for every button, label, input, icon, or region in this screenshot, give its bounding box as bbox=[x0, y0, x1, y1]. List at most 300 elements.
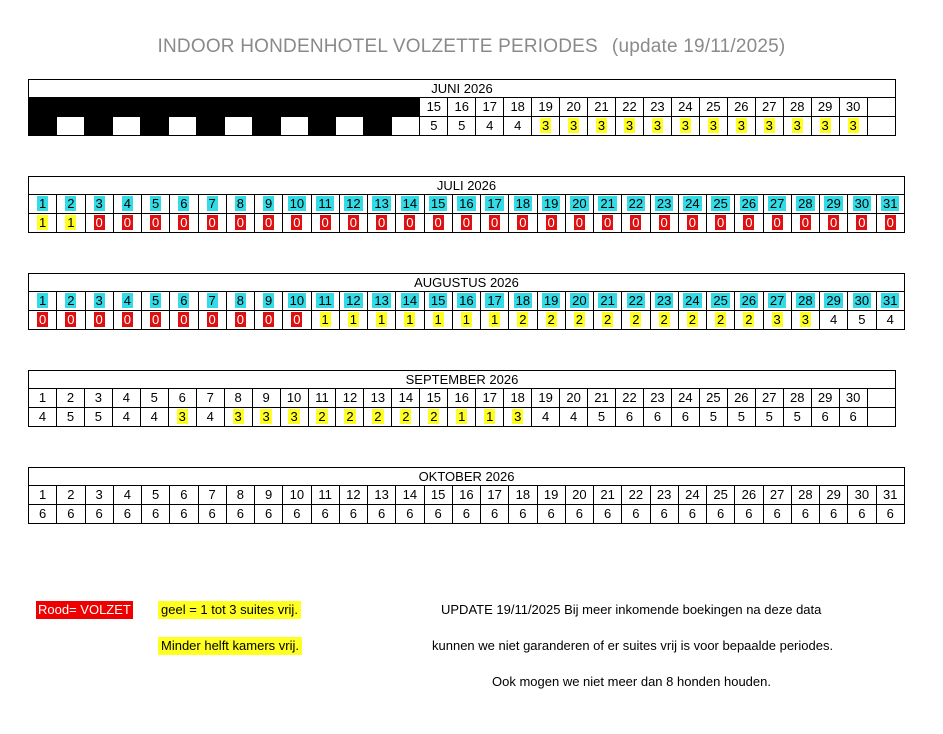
day-cell bbox=[763, 292, 791, 311]
day-cell bbox=[560, 98, 588, 117]
day-number: 29 bbox=[826, 293, 841, 308]
suites-free-value: 6 bbox=[653, 409, 662, 424]
day-number: 3 bbox=[94, 390, 102, 405]
day-cell bbox=[448, 389, 476, 408]
availability-cell bbox=[671, 117, 699, 136]
month-table bbox=[28, 79, 896, 136]
day-number: 24 bbox=[678, 390, 693, 405]
day-cell bbox=[57, 486, 85, 505]
suites-free-value: 1 bbox=[486, 409, 494, 424]
day-number: 20 bbox=[566, 390, 581, 405]
suites-free-value: 2 bbox=[547, 312, 555, 327]
suites-free-value: 3 bbox=[849, 118, 857, 133]
availability-cell bbox=[29, 505, 57, 524]
day-number: 28 bbox=[798, 293, 813, 308]
day-cell bbox=[594, 486, 622, 505]
availability-cell bbox=[876, 505, 905, 524]
availability-cell bbox=[283, 505, 311, 524]
suites-free-value: 6 bbox=[632, 506, 640, 521]
availability-cell bbox=[198, 214, 226, 233]
availability-cell bbox=[678, 505, 706, 524]
day-number: 31 bbox=[883, 293, 898, 308]
past-day-cell bbox=[336, 117, 364, 136]
availability-cell bbox=[476, 117, 504, 136]
availability-cell bbox=[85, 311, 113, 330]
day-cell bbox=[699, 389, 727, 408]
past-day-cell bbox=[168, 117, 196, 136]
suites-free-value: 6 bbox=[849, 409, 857, 424]
availability-cell bbox=[311, 505, 339, 524]
day-number: 15 bbox=[430, 487, 446, 502]
past-day-cell bbox=[224, 98, 252, 117]
suites-free-value: 0 bbox=[830, 215, 838, 230]
day-number: 20 bbox=[572, 487, 587, 502]
day-cell bbox=[368, 292, 396, 311]
day-number: 4 bbox=[123, 293, 131, 308]
suites-free-value: 0 bbox=[123, 312, 131, 327]
day-cell bbox=[565, 195, 593, 214]
suites-free-value: 5 bbox=[458, 118, 466, 133]
past-day-cell bbox=[29, 117, 57, 136]
suites-free-value: 0 bbox=[349, 215, 357, 230]
availability-cell bbox=[643, 117, 671, 136]
month-name: SEPTEMBER 2026 bbox=[405, 372, 519, 387]
availability-cell bbox=[650, 505, 678, 524]
day-number: 7 bbox=[208, 487, 216, 502]
availability-cell bbox=[504, 408, 532, 427]
suites-free-value: 5 bbox=[737, 409, 745, 424]
suites-free-value: 6 bbox=[349, 506, 357, 521]
day-cell bbox=[707, 486, 735, 505]
suites-free-value: 6 bbox=[625, 409, 634, 424]
suites-free-value: 0 bbox=[321, 215, 329, 230]
availability-cell bbox=[848, 214, 876, 233]
availability-cell bbox=[650, 214, 678, 233]
suites-free-value: 2 bbox=[346, 409, 354, 424]
day-number: 14 bbox=[398, 390, 414, 405]
suites-free-value: 3 bbox=[821, 118, 829, 133]
suites-free-value: 2 bbox=[688, 312, 696, 327]
day-number: 21 bbox=[594, 99, 609, 114]
day-cell bbox=[509, 292, 537, 311]
availability-cell bbox=[537, 311, 565, 330]
availability-cell bbox=[368, 311, 396, 330]
day-number: 20 bbox=[566, 99, 581, 114]
day-cell bbox=[142, 292, 170, 311]
day-number: 16 bbox=[454, 390, 469, 405]
availability-cell bbox=[57, 214, 85, 233]
month-table bbox=[28, 370, 896, 427]
day-number: 27 bbox=[762, 99, 777, 114]
availability-cell bbox=[226, 214, 254, 233]
suites-free-value: 6 bbox=[293, 506, 301, 521]
day-cell bbox=[783, 98, 811, 117]
suites-free-value: 6 bbox=[208, 506, 216, 521]
day-cell bbox=[565, 486, 593, 505]
availability-cell bbox=[424, 311, 452, 330]
month-name: OKTOBER 2026 bbox=[418, 469, 515, 484]
availability-cell bbox=[142, 214, 170, 233]
suites-free-value: 0 bbox=[801, 215, 809, 230]
suites-free-value: 1 bbox=[349, 312, 357, 327]
day-cell bbox=[84, 389, 112, 408]
suites-free-value: 4 bbox=[542, 409, 550, 424]
suites-free-value: 0 bbox=[462, 215, 470, 230]
day-number: 1 bbox=[38, 390, 47, 405]
day-number: 16 bbox=[459, 487, 474, 502]
availability-cell bbox=[224, 408, 252, 427]
day-cell bbox=[671, 389, 699, 408]
availability-cell bbox=[481, 311, 509, 330]
availability-cell bbox=[57, 505, 85, 524]
suites-free-value: 1 bbox=[491, 312, 499, 327]
day-number: 6 bbox=[178, 390, 186, 405]
day-number: 7 bbox=[208, 293, 216, 308]
availability-cell bbox=[565, 505, 593, 524]
day-cell bbox=[339, 292, 367, 311]
availability-cell bbox=[113, 505, 141, 524]
day-number: 24 bbox=[678, 99, 693, 114]
day-cell bbox=[57, 292, 85, 311]
suites-free-value: 1 bbox=[406, 312, 414, 327]
availability-cell bbox=[791, 311, 819, 330]
day-cell bbox=[29, 389, 57, 408]
availability-cell bbox=[29, 214, 57, 233]
day-number: 28 bbox=[798, 196, 813, 211]
suites-free-value: 6 bbox=[491, 506, 499, 521]
suites-free-value: 0 bbox=[208, 312, 216, 327]
availability-cell bbox=[448, 408, 476, 427]
suites-free-value: 3 bbox=[709, 118, 717, 133]
suites-free-value: 3 bbox=[681, 118, 690, 133]
suites-free-value: 0 bbox=[265, 312, 273, 327]
past-day-cell bbox=[336, 98, 364, 117]
suites-free-value: 0 bbox=[660, 215, 668, 230]
availability-cell bbox=[56, 408, 84, 427]
availability-cell bbox=[476, 408, 504, 427]
day-cell bbox=[616, 389, 644, 408]
month-name: JULI 2026 bbox=[436, 178, 497, 193]
day-number: 3 bbox=[95, 293, 103, 308]
day-number: 12 bbox=[346, 487, 361, 502]
availability-cell bbox=[707, 311, 735, 330]
day-cell bbox=[755, 98, 783, 117]
day-cell bbox=[622, 195, 650, 214]
day-cell bbox=[820, 292, 848, 311]
day-number: 16 bbox=[459, 196, 474, 211]
day-number: 11 bbox=[318, 196, 332, 211]
month-header bbox=[29, 274, 905, 292]
availability-cell bbox=[396, 214, 424, 233]
day-number: 3 bbox=[95, 196, 103, 211]
day-cell bbox=[481, 195, 509, 214]
day-cell bbox=[727, 389, 755, 408]
day-number: 22 bbox=[622, 99, 637, 114]
past-day-cell bbox=[112, 98, 140, 117]
day-cell bbox=[311, 292, 339, 311]
availability-cell bbox=[339, 311, 367, 330]
suites-free-value: 2 bbox=[519, 312, 527, 327]
day-cell bbox=[509, 195, 537, 214]
day-cell bbox=[283, 292, 311, 311]
availability-cell bbox=[85, 214, 113, 233]
day-number: 20 bbox=[572, 293, 587, 308]
day-number: 11 bbox=[315, 390, 329, 405]
day-cell bbox=[308, 389, 336, 408]
suites-free-value: 0 bbox=[265, 215, 273, 230]
day-cell bbox=[678, 195, 706, 214]
day-number: 15 bbox=[426, 99, 442, 114]
availability-cell bbox=[339, 214, 367, 233]
day-cell bbox=[699, 98, 727, 117]
availability-cell bbox=[170, 505, 198, 524]
availability-cell bbox=[420, 117, 448, 136]
suites-free-value: 4 bbox=[206, 409, 214, 424]
availability-cell bbox=[29, 311, 57, 330]
availability-cell bbox=[735, 214, 763, 233]
month-header bbox=[29, 80, 896, 98]
suites-free-value: 3 bbox=[801, 312, 809, 327]
day-cell bbox=[791, 195, 819, 214]
availability-cell bbox=[113, 311, 141, 330]
availability-cell bbox=[29, 408, 57, 427]
suites-free-value: 4 bbox=[514, 118, 522, 133]
day-cell bbox=[588, 389, 616, 408]
past-day-cell bbox=[364, 117, 392, 136]
note-line-1: UPDATE 19/11/2025 Bij meer inkomende boekingen na deze data bbox=[441, 602, 822, 617]
suites-free-value: 0 bbox=[688, 215, 696, 230]
day-number: 26 bbox=[741, 487, 757, 502]
availability-cell bbox=[283, 214, 311, 233]
day-number: 5 bbox=[152, 487, 160, 502]
suites-free-value: 6 bbox=[801, 506, 809, 521]
suites-free-value: 1 bbox=[39, 215, 47, 230]
availability-cell bbox=[142, 311, 170, 330]
day-number: 8 bbox=[236, 487, 244, 502]
day-number: 2 bbox=[66, 390, 75, 405]
availability-cell bbox=[509, 505, 537, 524]
availability-cell bbox=[565, 214, 593, 233]
suites-free-value: 0 bbox=[208, 215, 216, 230]
day-cell bbox=[113, 486, 141, 505]
day-cell bbox=[560, 389, 588, 408]
day-cell bbox=[198, 195, 226, 214]
day-number: 14 bbox=[402, 196, 418, 211]
day-number: 23 bbox=[656, 196, 672, 211]
suites-free-value: 0 bbox=[434, 215, 442, 230]
day-number: 16 bbox=[454, 99, 469, 114]
day-cell bbox=[29, 292, 57, 311]
suites-free-value: 5 bbox=[709, 409, 717, 424]
suites-free-value: 6 bbox=[547, 506, 555, 521]
day-number: 3 bbox=[95, 487, 103, 502]
day-cell bbox=[481, 292, 509, 311]
day-cell bbox=[481, 486, 509, 505]
day-cell bbox=[876, 292, 905, 311]
day-number: 24 bbox=[685, 487, 700, 502]
day-number: 22 bbox=[628, 196, 644, 211]
day-cell bbox=[820, 486, 848, 505]
suites-free-value: 6 bbox=[67, 506, 75, 521]
suites-free-value: 3 bbox=[765, 118, 773, 133]
suites-free-value: 6 bbox=[123, 506, 131, 521]
availability-cell bbox=[616, 117, 644, 136]
past-day-cell bbox=[196, 98, 224, 117]
day-number: 25 bbox=[713, 196, 728, 211]
day-number: 7 bbox=[206, 390, 214, 405]
day-cell bbox=[311, 486, 339, 505]
suites-free-value: 3 bbox=[653, 118, 662, 133]
day-cell bbox=[509, 486, 537, 505]
availability-cell bbox=[509, 311, 537, 330]
suites-free-value: 1 bbox=[67, 215, 75, 230]
suites-free-value: 2 bbox=[318, 409, 326, 424]
day-number: 10 bbox=[289, 196, 305, 211]
day-number: 12 bbox=[346, 293, 361, 308]
day-number: 31 bbox=[883, 487, 898, 502]
suites-free-value: 6 bbox=[821, 409, 829, 424]
day-number: 27 bbox=[769, 293, 785, 308]
suites-free-value: 3 bbox=[514, 409, 522, 424]
suites-free-value: 2 bbox=[717, 312, 725, 327]
day-number: 13 bbox=[374, 196, 389, 211]
day-cell bbox=[735, 195, 763, 214]
suites-free-value: 0 bbox=[180, 215, 188, 230]
legend-half: Minder helft kamers vrij. bbox=[158, 637, 302, 655]
day-cell bbox=[224, 389, 252, 408]
day-cell bbox=[476, 389, 504, 408]
day-number: 13 bbox=[370, 390, 386, 405]
day-number: 25 bbox=[706, 99, 721, 114]
day-cell bbox=[537, 292, 565, 311]
past-day-cell bbox=[140, 117, 168, 136]
suites-free-value: 6 bbox=[406, 506, 414, 521]
availability-cell bbox=[783, 408, 811, 427]
suites-free-value: 0 bbox=[39, 312, 47, 327]
suites-free-value: 0 bbox=[95, 312, 103, 327]
availability-cell bbox=[699, 408, 727, 427]
day-number: 17 bbox=[487, 293, 502, 308]
suites-free-value: 2 bbox=[402, 409, 410, 424]
day-cell bbox=[226, 486, 254, 505]
suites-free-value: 0 bbox=[293, 215, 301, 230]
suites-free-value: 6 bbox=[378, 506, 386, 521]
suites-free-value: 2 bbox=[660, 312, 668, 327]
day-cell bbox=[594, 195, 622, 214]
day-cell bbox=[537, 486, 565, 505]
day-cell bbox=[311, 195, 339, 214]
availability-cell bbox=[311, 311, 339, 330]
day-cell bbox=[255, 195, 283, 214]
day-cell bbox=[735, 486, 763, 505]
availability-cell bbox=[509, 214, 537, 233]
availability-cell bbox=[452, 214, 480, 233]
day-cell bbox=[424, 292, 452, 311]
past-day-cell bbox=[224, 117, 252, 136]
day-cell bbox=[783, 389, 811, 408]
availability-cell bbox=[820, 311, 848, 330]
day-number: 13 bbox=[374, 487, 389, 502]
day-number: 1 bbox=[39, 293, 47, 308]
day-cell bbox=[283, 195, 311, 214]
day-cell bbox=[140, 389, 168, 408]
day-cell bbox=[142, 195, 170, 214]
past-day-cell bbox=[280, 98, 308, 117]
day-number: 6 bbox=[180, 196, 188, 211]
availability-cell bbox=[420, 408, 448, 427]
availability-cell bbox=[537, 505, 565, 524]
day-cell bbox=[650, 486, 678, 505]
availability-cell bbox=[170, 311, 198, 330]
day-cell bbox=[476, 98, 504, 117]
suites-free-value: 6 bbox=[886, 506, 894, 521]
day-cell bbox=[755, 389, 783, 408]
day-cell bbox=[424, 195, 452, 214]
day-number: 10 bbox=[286, 390, 302, 405]
availability-cell bbox=[594, 311, 622, 330]
suites-free-value: 6 bbox=[434, 506, 442, 521]
day-number: 28 bbox=[789, 99, 805, 114]
availability-cell bbox=[707, 214, 735, 233]
update-label: (update 19/11/2025) bbox=[611, 36, 786, 57]
availability-cell bbox=[255, 214, 283, 233]
suites-free-value: 0 bbox=[123, 215, 131, 230]
availability-cell bbox=[707, 505, 735, 524]
past-day-cell bbox=[280, 117, 308, 136]
day-cell bbox=[763, 195, 791, 214]
day-cell bbox=[811, 98, 839, 117]
day-cell bbox=[763, 486, 791, 505]
suites-free-value: 6 bbox=[236, 506, 244, 521]
suites-free-value: 3 bbox=[234, 409, 242, 424]
availability-cell bbox=[839, 117, 867, 136]
day-cell bbox=[198, 486, 226, 505]
availability-cell bbox=[820, 505, 848, 524]
day-number: 17 bbox=[487, 487, 502, 502]
availability-cell bbox=[839, 408, 867, 427]
day-number: 19 bbox=[543, 487, 559, 502]
availability-cell bbox=[424, 505, 452, 524]
suites-free-value: 4 bbox=[122, 409, 130, 424]
day-cell bbox=[113, 195, 141, 214]
availability-cell bbox=[452, 311, 480, 330]
day-number: 17 bbox=[482, 99, 497, 114]
legend-red: Rood= VOLZET bbox=[38, 602, 131, 617]
month-table bbox=[28, 176, 905, 233]
availability-cell bbox=[140, 408, 168, 427]
suites-free-value: 3 bbox=[773, 312, 781, 327]
day-cell bbox=[452, 486, 480, 505]
month-table bbox=[28, 273, 905, 330]
suites-free-value: 3 bbox=[625, 118, 634, 133]
day-cell bbox=[252, 389, 280, 408]
day-number: 15 bbox=[426, 390, 442, 405]
availability-cell bbox=[876, 311, 905, 330]
day-cell bbox=[198, 292, 226, 311]
suites-free-value: 0 bbox=[604, 215, 612, 230]
day-cell bbox=[396, 486, 424, 505]
suites-free-value: 0 bbox=[858, 215, 866, 230]
suites-free-value: 6 bbox=[180, 506, 188, 521]
availability-cell bbox=[481, 505, 509, 524]
day-cell bbox=[594, 292, 622, 311]
availability-cell bbox=[85, 505, 113, 524]
day-number: 4 bbox=[123, 196, 131, 211]
day-cell bbox=[142, 486, 170, 505]
suites-free-value: 3 bbox=[737, 118, 745, 133]
day-number: 8 bbox=[234, 390, 242, 405]
availability-cell bbox=[142, 505, 170, 524]
